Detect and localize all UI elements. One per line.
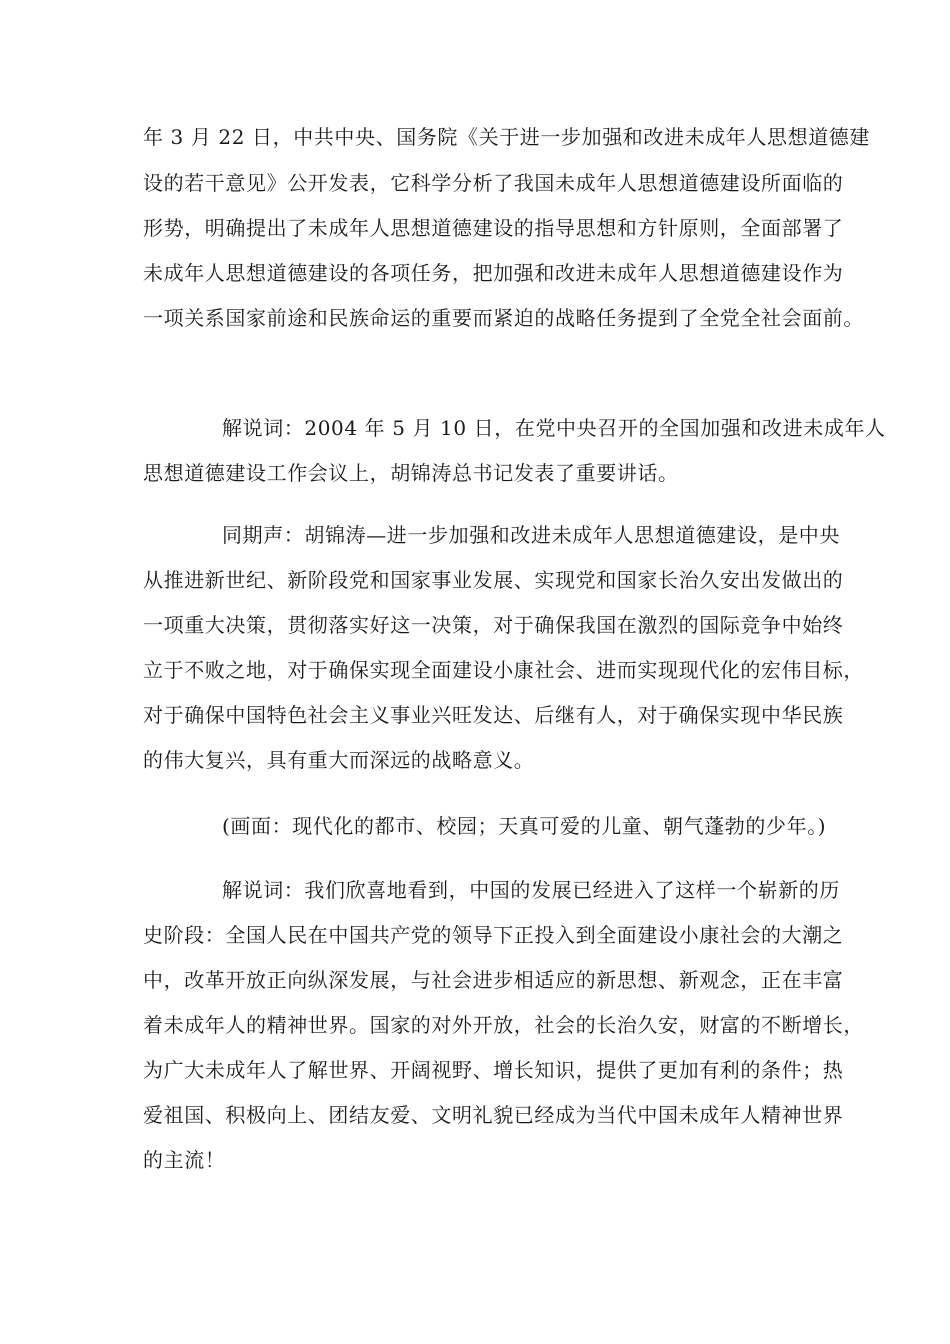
text-line: 同期声：胡锦涛—进一步加强和改进未成年人思想道德建设，是中央 <box>222 523 840 547</box>
text-line: 史阶段：全国人民在中国共产党的领导下正投入到全面建设小康社会的大潮之 <box>143 923 844 947</box>
text-line: 解说词：2004 年 5 月 10 日，在党中央召开的全国加强和改进未成年人 <box>222 416 886 440</box>
text-line: 为广大未成年人了解世界、开阔视野、增长知识，提供了更加有利的条件；热 <box>143 1058 844 1082</box>
text-line: 着未成年人的精神世界。国家的对外开放，社会的长治久安，财富的不断增长， <box>143 1013 864 1037</box>
text-line: 从推进新世纪、新阶段党和国家事业发展、实现党和国家长治久安出发做出的 <box>143 568 844 592</box>
text-line: 思想道德建设工作会议上，胡锦涛总书记发表了重要讲话。 <box>143 461 679 485</box>
text-line: 对于确保中国特色社会主义事业兴旺发达、后继有人，对于确保实现中华民族 <box>143 703 844 727</box>
text-line: 形势，明确提出了未成年人思想道德建设的指导思想和方针原则，全面部署了 <box>143 216 844 240</box>
text-line: 的伟大复兴，具有重大而深远的战略意义。 <box>143 748 535 772</box>
text-line: 中，改革开放正向纵深发展，与社会进步相适应的新思想、新观念，正在丰富 <box>143 968 844 992</box>
text-line: 一项重大决策，贯彻落实好这一决策，对于确保我国在激烈的国际竞争中始终 <box>143 613 844 637</box>
text-line: 一项关系国家前途和民族命运的重要而紧迫的战略任务提到了全党全社会面前。 <box>143 306 864 330</box>
text-line: 立于不败之地，对于确保实现全面建设小康社会、进而实现现代化的宏伟目标， <box>143 658 864 682</box>
text-line: (画面：现代化的都市、校园；天真可爱的儿童、朝气蓬勃的少年。) <box>222 814 827 838</box>
text-line: 未成年人思想道德建设的各项任务，把加强和改进未成年人思想道德建设作为 <box>143 261 844 285</box>
text-line: 爱祖国、积极向上、团结友爱、文明礼貌已经成为当代中国未成年人精神世界 <box>143 1103 844 1127</box>
text-line: 的主流！ <box>143 1148 226 1172</box>
text-line: 解说词：我们欣喜地看到，中国的发展已经进入了这样一个崭新的历 <box>222 878 840 902</box>
text-line: 年 3 月 22 日，中共中央、国务院《关于进一步加强和改进未成年人思想道德建 <box>143 125 871 149</box>
text-line: 设的若干意见》公开发表，它科学分析了我国未成年人思想道德建设所面临的 <box>143 171 844 195</box>
